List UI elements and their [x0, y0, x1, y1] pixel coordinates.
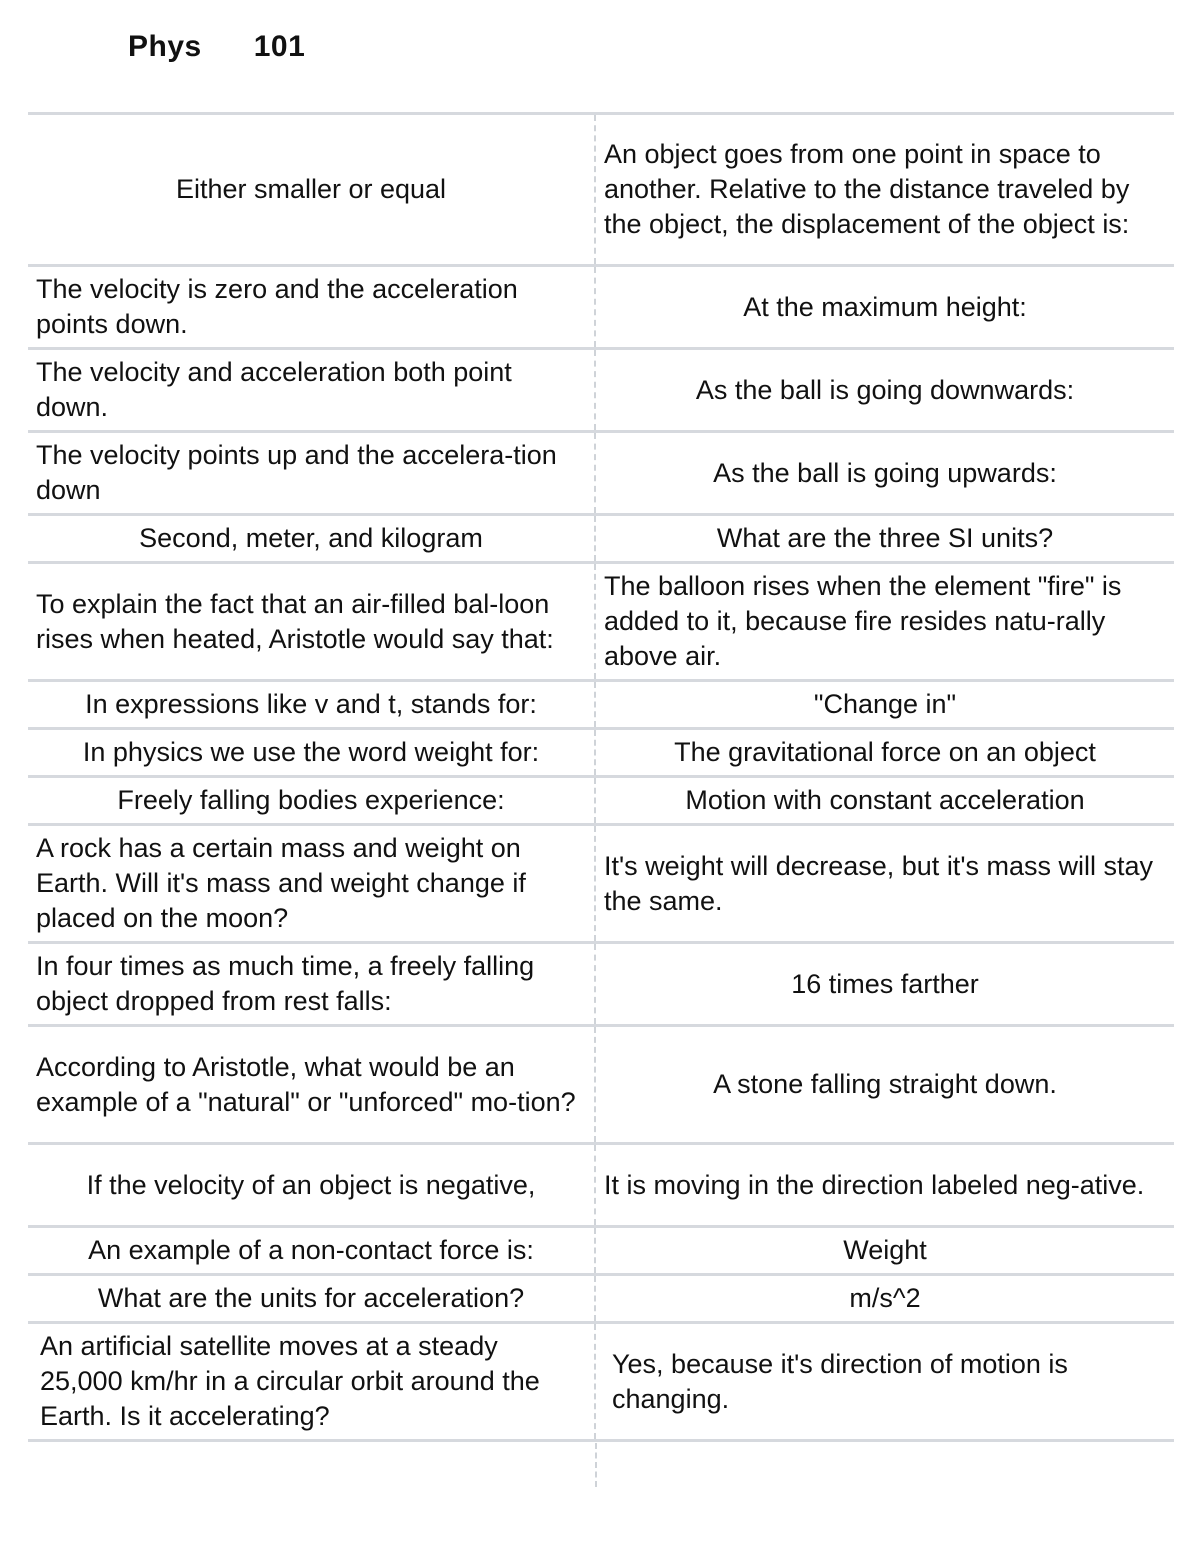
course-number: 101	[253, 30, 306, 63]
course-name: Phys	[128, 30, 202, 63]
term-cell: To explain the fact that an air-filled bal-loon rises when heated, Aristotle would say that:	[28, 564, 596, 679]
table-row	[28, 730, 1174, 778]
table-row	[28, 433, 1174, 516]
term-cell: In physics we use the word weight for:	[28, 730, 596, 775]
definition-cell: Yes, because it's direction of motion is changing.	[612, 1348, 1068, 1414]
definition-cell: It's weight will decrease, but it's mass will stay the same.	[604, 850, 1153, 916]
table-row	[28, 1027, 1174, 1145]
term-cell: What are the units for acceleration?	[28, 1276, 596, 1321]
term-cell: A rock has a certain mass and weight on Earth. Will it's mass and weight change if placed on the moon?	[28, 826, 596, 941]
term-cell: Either smaller or equal	[28, 115, 596, 264]
flashcard-table	[28, 112, 1174, 1442]
definition-cell: 16 times farther	[791, 968, 979, 999]
definition-cell: The balloon rises when the element "fire" is added to it, because fire resides natu-rally above air.	[604, 571, 1122, 671]
definition-cell: The gravitational force on an object	[674, 737, 1096, 767]
table-row	[28, 826, 1174, 944]
table-row	[28, 516, 1174, 564]
table-row	[28, 115, 1174, 267]
definition-cell: It is moving in the direction labeled neg-ative.	[604, 1169, 1145, 1200]
column-divider-tail	[595, 1443, 597, 1487]
term-cell: If the velocity of an object is negative,	[28, 1145, 596, 1225]
table-row	[28, 778, 1174, 826]
definition-cell: Motion with constant acceleration	[685, 785, 1085, 815]
table-row	[28, 1228, 1174, 1276]
term-cell: The velocity is zero and the acceleration points down.	[28, 267, 596, 347]
term-cell: The velocity and acceleration both point down.	[28, 350, 596, 430]
definition-cell: As the ball is going downwards:	[695, 374, 1075, 405]
definition-cell: Weight	[843, 1235, 927, 1265]
page-header	[128, 30, 305, 64]
table-row	[28, 944, 1174, 1027]
definition-cell: m/s^2	[849, 1283, 921, 1313]
table-row	[28, 1324, 1174, 1442]
definition-cell: What are the three SI units?	[716, 523, 1054, 553]
term-cell: The velocity points up and the accelera-tion down	[28, 433, 596, 513]
table-row	[28, 267, 1174, 350]
definition-cell: As the ball is going upwards:	[713, 457, 1057, 488]
term-cell: According to Aristotle, what would be an example of a "natural" or "unforced" mo-tion?	[28, 1027, 596, 1142]
definition-cell: A stone falling straight down.	[713, 1069, 1057, 1099]
table-row	[28, 1145, 1174, 1228]
term-cell: In four times as much time, a freely falling object dropped from rest falls:	[28, 944, 596, 1024]
table-row	[28, 1276, 1174, 1324]
term-cell: Second, meter, and kilogram	[28, 516, 596, 561]
table-row	[28, 350, 1174, 433]
term-cell: An example of a non-contact force is:	[28, 1228, 596, 1273]
term-cell: In expressions like v and t, stands for:	[28, 682, 596, 727]
term-cell: An artificial satellite moves at a steady 25,000 km/hr in a circular orbit around the Earth. Is it accelerating?	[28, 1324, 596, 1439]
definition-cell: At the maximum height:	[743, 291, 1027, 322]
term-cell: Freely falling bodies experience:	[28, 778, 596, 823]
table-row	[28, 564, 1174, 682]
table-row	[28, 682, 1174, 730]
definition-cell: An object goes from one point in space to another. Relative to the distance traveled by the object, the displacement of the object is:	[604, 139, 1130, 239]
definition-cell: "Change in"	[813, 689, 957, 719]
